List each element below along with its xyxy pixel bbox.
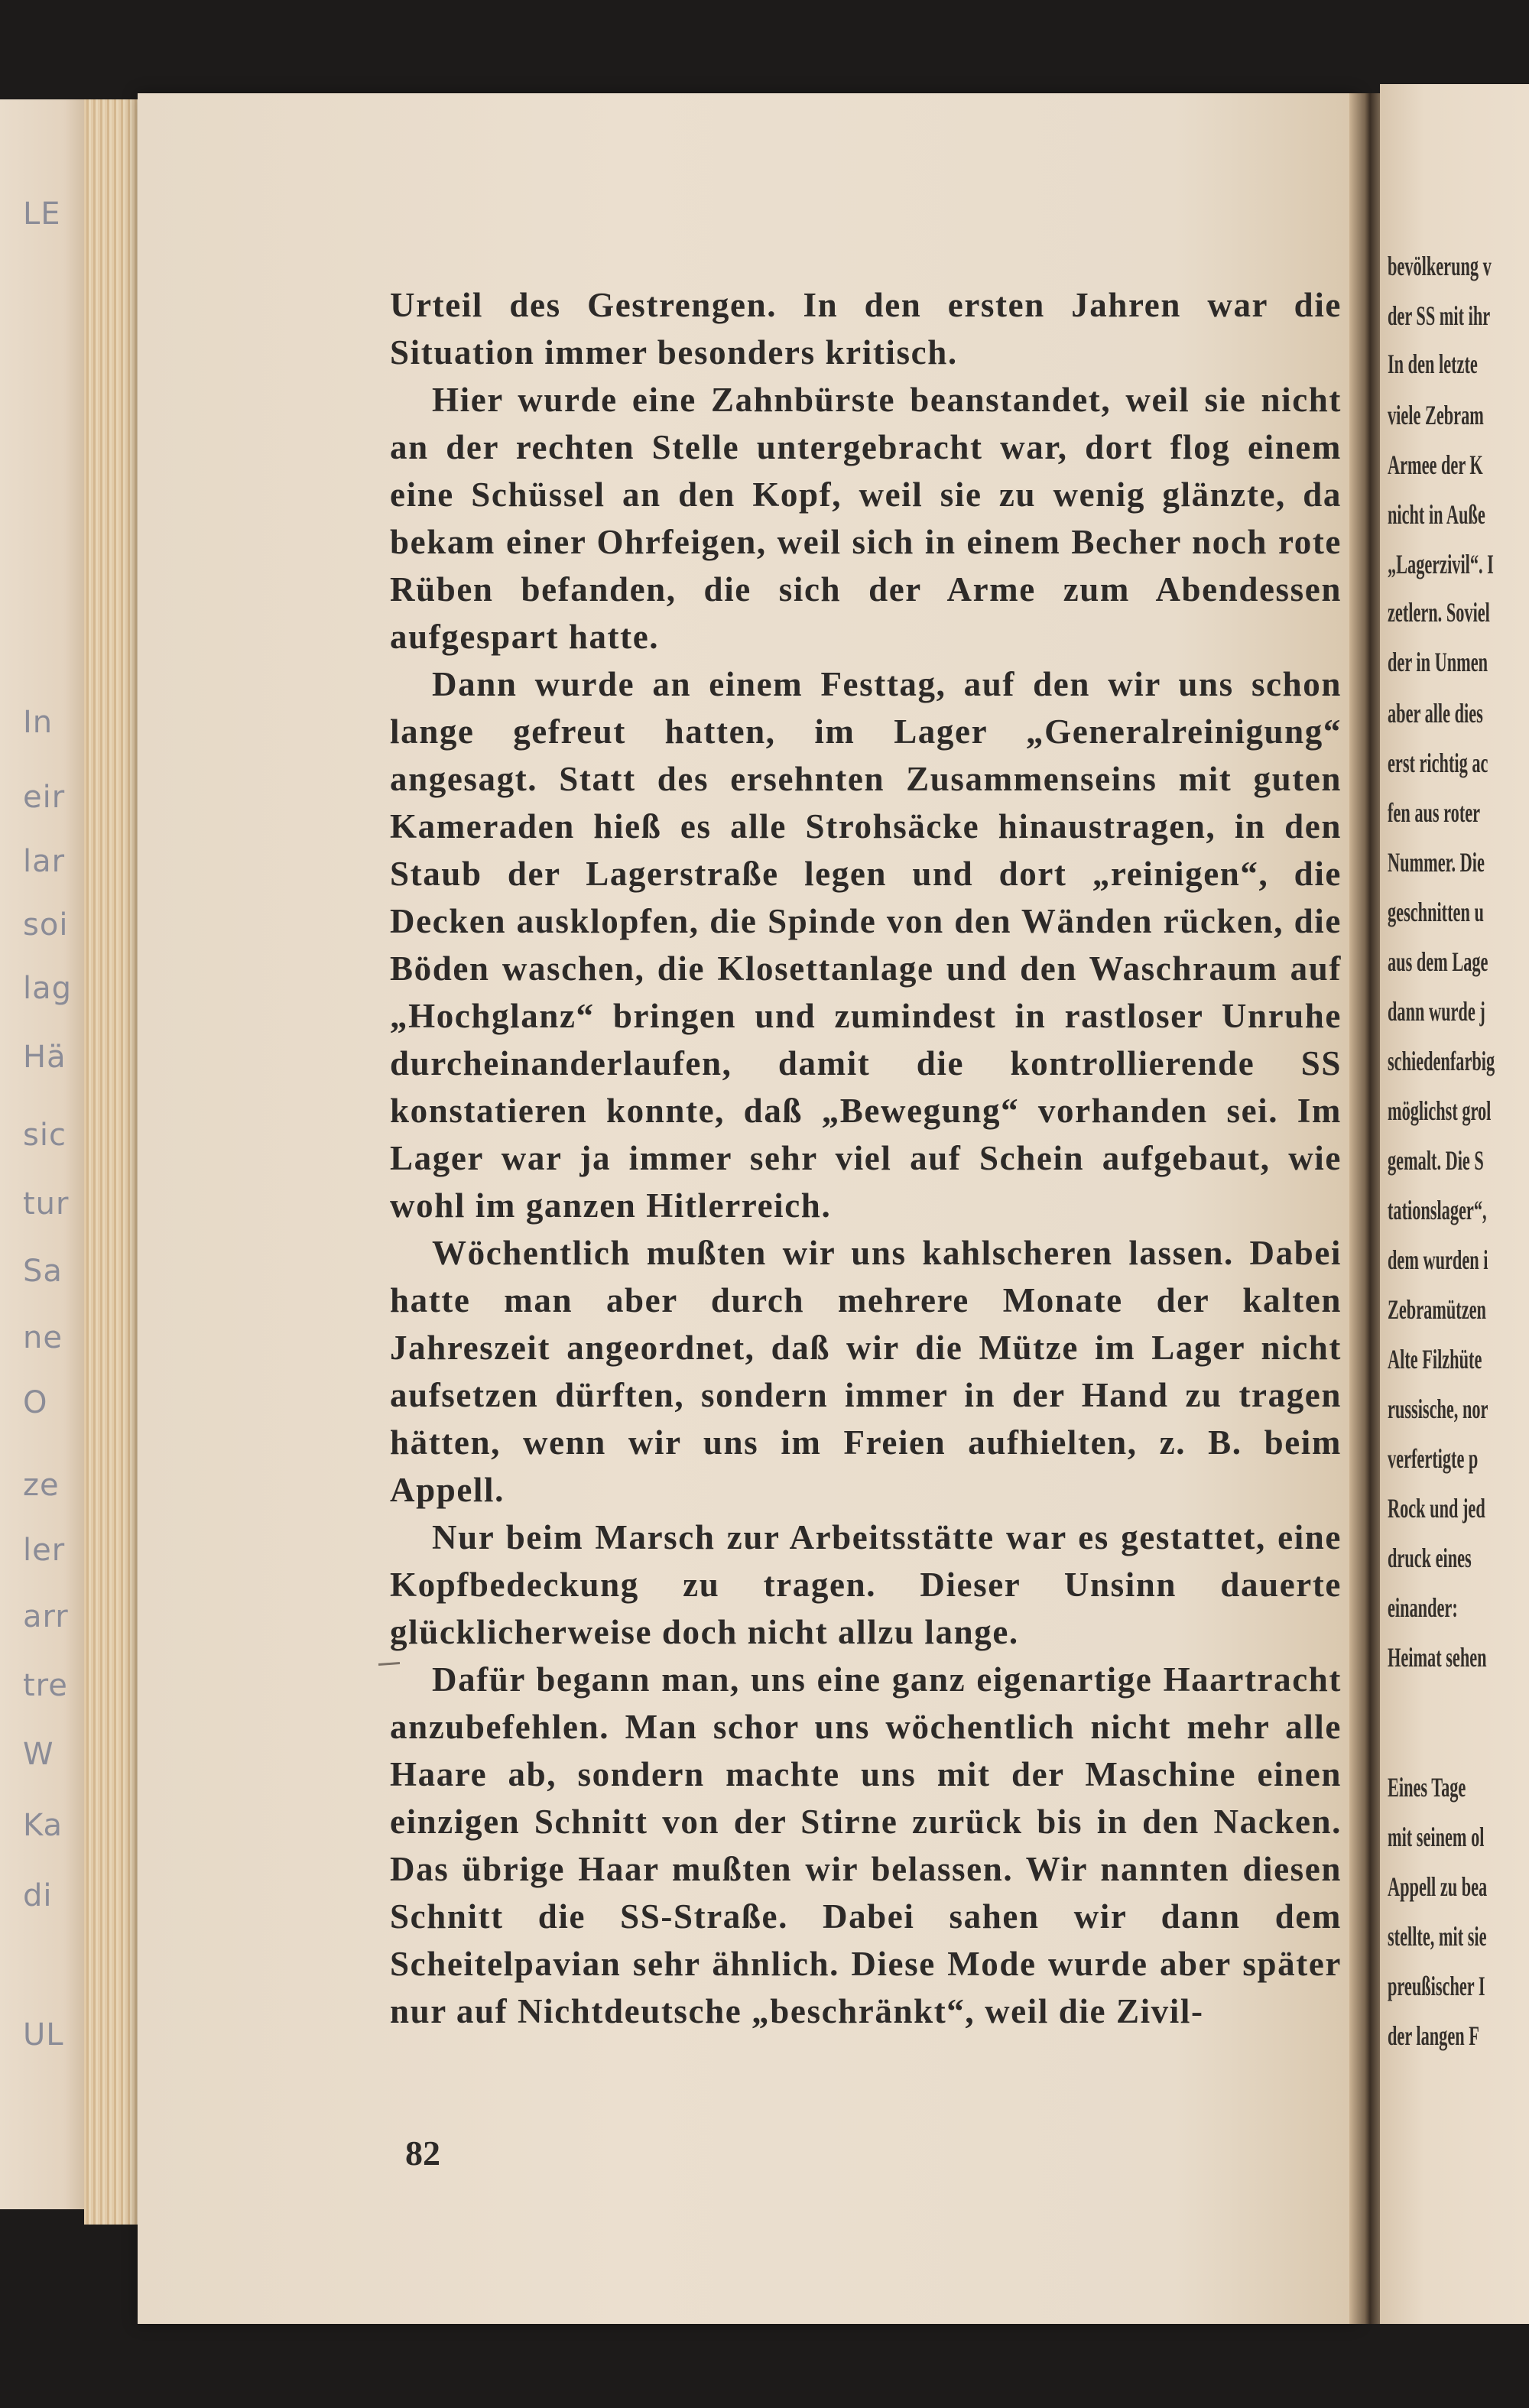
left-page-fragment: Ka [23,1808,63,1843]
right-page-fragment: aber alle dies [1388,698,1483,729]
right-page-fragment: Heimat sehen [1388,1642,1487,1673]
left-page-fragment: UL [23,2017,64,2053]
left-page-fragment: W [23,1737,54,1772]
right-page-fragment: „Lagerzivil“. I [1388,549,1494,579]
right-page-fragment: dem wurden i [1388,1245,1488,1275]
right-page-fragment: verfertigte p [1388,1443,1479,1474]
left-page-fragment: tre [23,1668,68,1703]
left-page-fragment: O [23,1385,48,1420]
left-page-fragment: LE [23,196,61,232]
right-page-fragment: Alte Filzhüte [1388,1344,1482,1374]
right-page-fragment: Appell zu bea [1388,1871,1488,1902]
right-page-fragment: der SS mit ihr [1388,300,1491,331]
paragraph-4: Wöchentlich mußten wir uns kahlscheren lassen. Dabei hatte man aber durch mehrere Monate der kalten Jahreszeit angeordnet, daß wir die Mütze im Lager nicht aufsetzen dürften, sondern immer in der Hand zu tragen hätten, wenn wir uns im Freien aufhielten, z. B. beim Appell. [390,1234,1342,1509]
right-page-fragment: erst richtig ac [1388,748,1488,778]
right-page-fragment: dann wurde j [1388,996,1485,1027]
left-page-fragment: ne [23,1320,63,1355]
left-page-fragment: ze [23,1468,60,1503]
paragraph-3: Dann wurde an einem Festtag, auf den wir uns schon lange gefreut hatten, im Lager „Generalreinigung“ angesagt. Statt des ersehnten Zusammenseins mit guten Kameraden hieß es alle Strohsäcke hinaustragen, in den Staub der Lagerstraße legen und dort „reinigen“, die Decken ausklopfen, die Spinde von den Wänden rücken, die Böden waschen, die Klosettanlage und den Waschraum auf „Hochglanz“ bringen und zumindest in rastloser Unruhe durcheinanderlaufen, damit die kontrollierende SS konstatieren konnte, daß „Bewegung“ vorhanden sei. Im Lager war ja immer sehr viel auf Schein aufgebaut, wie wohl im ganzen Hitlerreich. [390,665,1342,1225]
paragraph-6: Dafür begann man, uns eine ganz eigenartige Haartracht anzubefehlen. Man schor uns wöchentlich nicht mehr alle Haare ab, sondern machte uns mit der Maschine einen einzigen Schnitt von der Stirne zurück bis in den Nacken. Das übrige Haar mußten wir belassen. Wir nannten diesen Schnitt die SS-Straße. Dabei sahen wir dann dem Scheitelpavian sehr ähnlich. Diese Mode wurde aber später nur auf Nichtdeutsche „beschränkt“, weil die Zivil- [390,1660,1342,2030]
page-stack-edge [84,99,141,2225]
right-page-fragment: stellte, mit sie [1388,1921,1487,1952]
right-page [1380,84,1529,2324]
left-page-fragment: In [23,705,54,740]
left-page-fragment: tur [23,1186,70,1222]
right-page-fragment: fen aus roter [1388,797,1481,828]
right-page-fragment: Eines Tage [1388,1772,1466,1803]
right-page-fragment: preußischer I [1388,1971,1485,2001]
right-page-fragment: möglichst grol [1388,1095,1492,1126]
left-page-fragment: lag [23,971,73,1006]
right-page-fragment: mit seinem ol [1388,1822,1485,1852]
right-page-fragment: gemalt. Die S [1388,1145,1484,1176]
left-page-fragment: eir [23,780,66,815]
right-page-fragment: russische, nor [1388,1394,1488,1424]
right-page-fragment: viele Zebram [1388,400,1484,430]
right-page-fragment: Armee der K [1388,449,1483,480]
left-page-fragment: lar [23,844,66,879]
right-page-fragment: schiedenfarbig [1388,1046,1495,1076]
left-page-fragment: ler [23,1533,66,1568]
right-page-fragment: bevölkerung v [1388,251,1492,281]
left-page-fragment: di [23,1878,53,1913]
page-body-text [390,281,1342,2035]
book-gutter [1349,93,1384,2324]
right-page-fragment: Zebramützen [1388,1294,1486,1325]
page-number: 82 [405,2134,440,2173]
right-page-fragment: nicht in Auße [1388,499,1485,530]
paragraph-1: Urteil des Gestrengen. In den ersten Jahren war die Situation immer besonders kritisch. [390,286,1342,372]
right-page-fragment: tationslager“, [1388,1195,1487,1225]
right-page-fragment: Nummer. Die [1388,847,1485,878]
left-page-fragment: sic [23,1118,67,1153]
right-page-fragment: der in Unmen [1388,647,1488,677]
left-page-fragment: Hä [23,1040,67,1075]
left-page-fragment: soi [23,907,69,943]
right-page-fragment: Rock und jed [1388,1493,1485,1524]
right-page-fragment: der langen F [1388,2020,1479,2051]
paragraph-5: Nur beim Marsch zur Arbeitsstätte war es gestattet, eine Kopfbedeckung zu tragen. Dieser Unsinn dauerte glücklicherweise doch nicht allzu lange. [390,1518,1342,1651]
right-page-fragment: druck eines [1388,1543,1472,1573]
right-page-fragment: In den letzte [1388,349,1478,379]
right-page-fragment: einander: [1388,1592,1458,1623]
right-page-fragment: aus dem Lage [1388,946,1488,977]
paragraph-2: Hier wurde eine Zahnbürste beanstandet, weil sie nicht an der rechten Stelle untergebracht war, dort flog einem eine Schüssel an den Kopf, weil sie zu wenig glänzte, da bekam einer Ohrfeigen, weil sich in einem Becher noch rote Rüben befanden, die sich der Arme zum Abendessen aufgespart hatte. [390,381,1342,656]
left-page-fragment: Sa [23,1254,63,1289]
left-page-fragment: arr [23,1599,69,1634]
right-page-fragment: zetlern. Soviel [1388,597,1490,628]
right-page-fragment: geschnitten u [1388,897,1484,927]
